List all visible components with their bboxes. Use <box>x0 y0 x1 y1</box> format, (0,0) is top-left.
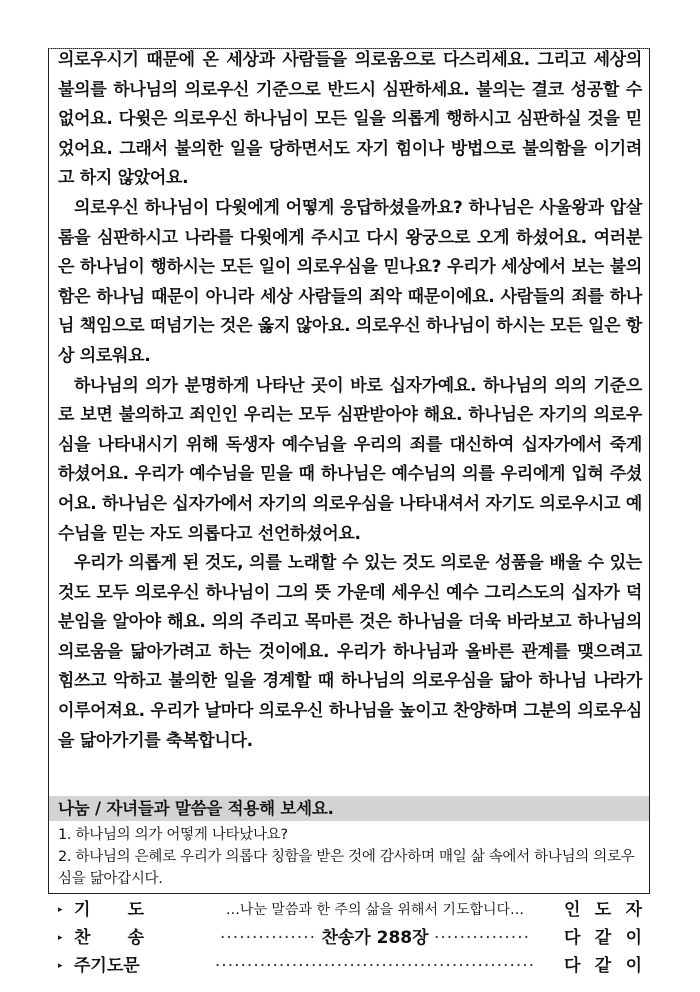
sharing-title: 나눔 / 자녀들과 말씀을 적용해 보세요. <box>58 799 334 818</box>
sermon-paragraph: 하나님의 의가 분명하게 나타난 곳이 바로 십자가예요. 하나님의 의의 기준으로 보면 불의하고 죄인인 우리는 모두 심판받아야 해요. 하나님은 자기의 의로우심을 나타내시기 위해 독생자 예수님을 우리의 죄를 대신하여 십자가에서 죽게 하셨어요. 우리가 예수님을 믿을 때 하나님은 예수님의 의를 우리에게 입혀 주셨어요. 하나님은 십자가에서 자기의 의로우심을 나타내셔서 자기도 의로우시고 예수님을 믿는 자도 의롭다고 선언하셨어요. <box>58 375 642 544</box>
closing-label: 주기도문 <box>74 956 140 976</box>
closing-row-prayer <box>58 896 642 924</box>
sharing-question: 1. 하나님의 의가 어떻게 나타났나요? <box>58 827 288 843</box>
closing-content: …나눈 말씀과 한 주의 삶을 위해서 기도합니다… <box>225 902 525 918</box>
closing-leader: 다 같 이 <box>564 956 642 976</box>
closing-content: ··············· 찬송가 288장 ··············· <box>219 928 531 948</box>
sermon-paragraph: 우리가 의롭게 된 것도, 의를 노래할 수 있는 것도 의로운 성품을 배울 수 있는 것도 모두 의로우신 하나님이 그의 뜻 가운데 세우신 예수 그리스도의 십자가 덕분임을 알아야 해요. 의의 주리고 목마른 것은 하나님을 더욱 바라보고 하나님의 의로움을 닮아가려고 하는 것이에요. 우리가 하나님과 올바른 관계를 맺으려고 힘쓰고 악하고 불의한 일을 경계할 때 하나님의 의로우심을 닮아 하나님 나라가 이루어져요. 우리가 날마다 의로우신 하나님을 높이고 찬양하며 그분의 의로우심을 닮아가기를 축복합니다. <box>58 553 642 751</box>
sharing-question: 2. 하나님의 은혜로 우리가 의롭다 칭함을 받은 것에 감사하며 매일 삶 속에서 하나님의 의로우심을 닮아갑시다. <box>58 849 635 887</box>
leader-dots: ·················································· <box>214 956 536 976</box>
sermon-paragraph: 의로우신 하나님이 다윗에게 어떻게 응답하셨을까요? 하나님은 사울왕과 압살롬을 심판하시고 나라를 다윗에게 주시고 다시 왕궁으로 오게 하셨어요. 여러분은 하나님이 행하시는 모든 일이 의로우심을 믿나요? 우리가 세상에서 보는 불의함은 하나님 때문이 아니라 세상 사람들의 죄악 때문이에요. 사람들의 죄를 하나님 책임으로 떠넘기는 것은 옳지 않아요. 의로우신 하나님이 하시는 모든 일은 항상 의로워요. <box>58 197 642 366</box>
closing-label: 찬 송 <box>74 928 144 948</box>
sermon-paragraph: 의로우시기 때문에 온 세상과 사람들을 의로움으로 다스리세요. 그리고 세상의 불의를 하나님의 의로우신 기준으로 반드시 심판하세요. 불의는 결코 성공할 수 없어요. 다윗은 의로우신 하나님이 모든 일을 의롭게 행하시고 심판하실 것을 믿었어요. 그래서 불의한 일을 당하면서도 자기 힘이나 방법으로 불의함을 이기려고 하지 않았어요. <box>58 50 642 189</box>
closing-row-lords-prayer <box>58 952 642 980</box>
bullet-arrow-icon: ▸ <box>58 961 63 971</box>
leader-dots: ··············· <box>219 928 317 948</box>
sermon-body <box>58 46 642 756</box>
closing-leader: 다 같 이 <box>564 928 642 948</box>
bullet-arrow-icon: ▸ <box>58 933 63 943</box>
leader-dots: ··············· <box>433 928 531 948</box>
closing-label: 기 도 <box>74 900 144 920</box>
closing-row-hymn <box>58 924 642 952</box>
bullet-arrow-icon: ▸ <box>58 905 63 915</box>
sharing-questions <box>58 824 642 890</box>
closing-leader: 인 도 자 <box>564 900 642 920</box>
